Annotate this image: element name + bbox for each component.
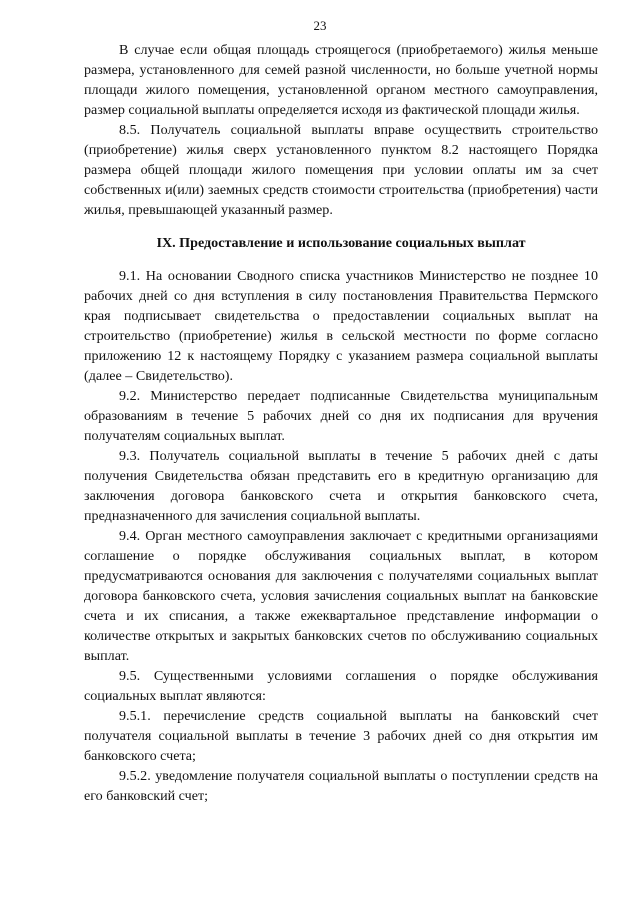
paragraph-9-1: 9.1. На основании Сводного списка участников Министерство не позднее 10 рабочих дней со дня вступления в силу постановления Правительства Пермского края подписывает свидетельства о предоставлении социальных выплат на строительство (приобретение) жилья в сельской местности по форме согласно приложению 12 к настоящему Порядку с указанием размера социальной выплаты (далее – Свидетельство).	[84, 268, 598, 384]
page-number: 23	[313, 18, 327, 33]
paragraph-9-5-1: 9.5.1. перечисление средств социальной выплаты на банковский счет получателя социальной выплаты в течение 3 рабочих дней со дня открытия им банковского счета;	[84, 708, 598, 764]
paragraph-9-2: 9.2. Министерство передает подписанные Свидетельства муниципальным образованиям в течение 5 рабочих дней со дня их подписания для вручения получателям социальных выплат.	[84, 388, 598, 444]
paragraph-8-5: 8.5. Получатель социальной выплаты вправе осуществить строительство (приобретение) жилья сверх установленного пунктом 8.2 настоящего Порядка размера общей площади жилого помещения при условии оплаты им за счет собственных и(или) заемных средств стоимости строительства (приобретения) части жилья, превышающей указанный размер.	[84, 122, 598, 218]
paragraph-9-5-2: 9.5.2. уведомление получателя социальной выплаты о поступлении средств на его банковский счет;	[84, 768, 598, 804]
paragraph-9-4: 9.4. Орган местного самоуправления заключает с кредитными организациями соглашение о порядке обслуживания социальных выплат, в котором предусматриваются основания для заключения с получателями социальных выплат договора банковского счета, условия зачисления социальных выплат на банковские счета и их списания, а также ежеквартальное представление информации о количестве открытых и закрытых банковских счетов по обслуживанию социальных выплат.	[84, 528, 598, 664]
paragraph-9-5: 9.5. Существенными условиями соглашения о порядке обслуживания социальных выплат являются:	[84, 668, 598, 704]
section-heading: IX. Предоставление и использование социальных выплат	[156, 235, 526, 251]
paragraph-9-3: 9.3. Получатель социальной выплаты в течение 5 рабочих дней с даты получения Свидетельства обязан представить его в кредитную организацию для заключения договора банковского счета и открытия банковского счета, предназначенного для зачисления социальной выплаты.	[84, 448, 598, 524]
document-body	[84, 40, 598, 806]
paragraph-8-4-continuation: В случае если общая площадь строящегося (приобретаемого) жилья меньше размера, установленного для семей разной численности, но больше учетной нормы площади жилого помещения, установленной органом местного самоуправления, размер социальной выплаты определяется исходя из фактической площади жилья.	[84, 42, 598, 118]
